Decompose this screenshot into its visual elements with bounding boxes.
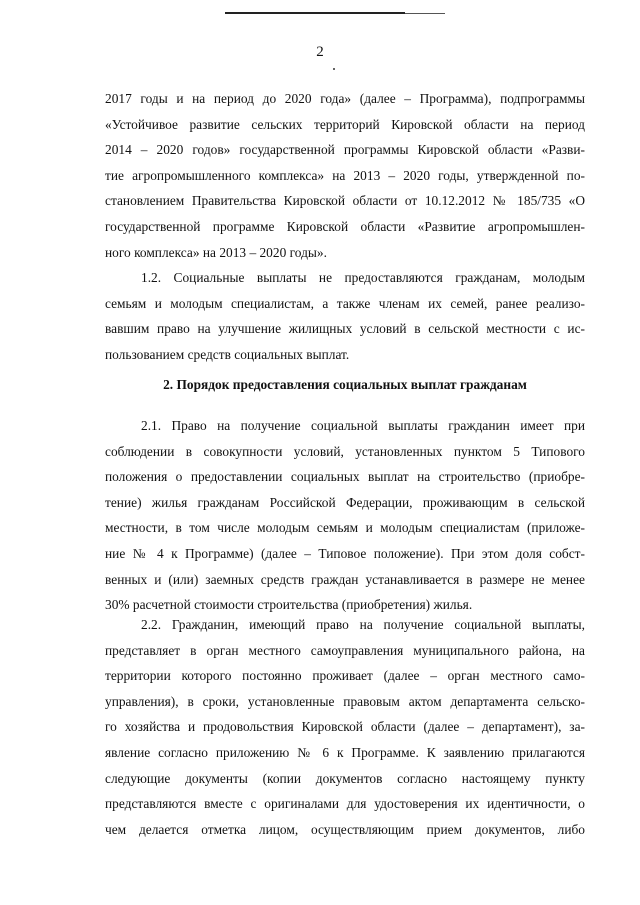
section-heading: 2. Порядок предоставления социальных выплат гражданам <box>163 377 527 392</box>
text-line: представляет в орган местного самоуправления муниципального района, на <box>105 642 585 658</box>
text-line: управления), в сроки, установленные правовым актом департамента сельско- <box>105 693 585 709</box>
text-line: чем делается отметка лицом, осуществляющим прием документов, либо <box>105 821 585 837</box>
text-line: семьям и молодым специалистам, а также членам их семей, ранее реализо- <box>105 295 585 311</box>
text-line: венных и (или) заемных средств граждан устанавливается в размере не менее <box>105 571 585 587</box>
text-line: го хозяйства и продовольствия Кировской области (далее – департамент), за- <box>105 719 585 735</box>
page-number: 2 <box>316 44 324 60</box>
paragraph-continuation <box>105 86 585 265</box>
text-line: 2014 – 2020 годов» государственной программы Кировской области «Разви- <box>105 142 585 158</box>
text-line: тение) жилья гражданам Российской Федерации, проживающим в сельской <box>105 494 585 510</box>
text-line: ного комплекса» на 2013 – 2020 годы». <box>105 244 327 260</box>
text-line: 30% расчетной стоимости строительства (приобретения) жилья. <box>105 597 473 613</box>
paragraph-2-1 <box>105 413 585 618</box>
paragraph-2-2 <box>105 612 585 842</box>
text-line: пользованием средств социальных выплат. <box>105 346 350 362</box>
text-line: становлением Правительства Кировской области от 10.12.2012 № 185/735 «О <box>105 193 585 209</box>
text-line: положения о предоставлении социальных выплат на строительство (приобре- <box>105 469 585 485</box>
text-line: соблюдении в совокупности условий, установленных пунктом 5 Типового <box>105 443 585 459</box>
header-rule <box>225 12 405 14</box>
text-line: местности, в том числе молодым семьям и молодым специалистам (приложе- <box>105 520 585 536</box>
text-line: государственной программе Кировской области «Развитие агропромышлен- <box>105 218 585 234</box>
scan-speck <box>333 68 335 70</box>
text-line: представляются вместе с оригиналами для удостоверения их идентичности, о <box>105 796 585 812</box>
text-line: 2.2. Гражданин, имеющий право на получение социальной выплаты, <box>141 617 585 632</box>
text-line: ние № 4 к Программе) (далее – Типовое положение). При этом доля собст- <box>105 545 585 561</box>
header-rule-thin <box>405 13 445 14</box>
text-line: следующие документы (копии документов согласно настоящему пункту <box>105 770 585 786</box>
text-line: «Устойчивое развитие сельских территорий Кировской области на период <box>105 116 585 132</box>
text-line: 1.2. Социальные выплаты не предоставляются гражданам, молодым <box>141 270 585 285</box>
paragraph-1-2 <box>105 265 585 367</box>
text-line: территории которого постоянно проживает (далее – орган местного само- <box>105 668 585 684</box>
text-line: вавшим право на улучшение жилищных условий в сельской местности с ис- <box>105 321 585 337</box>
text-line: явление согласно приложению № 6 к Программе. К заявлению прилагаются <box>105 744 585 760</box>
text-line: 2.1. Право на получение социальной выплаты гражданин имеет при <box>141 418 585 433</box>
text-line: 2017 годы и на период до 2020 года» (далее – Программа), подпрограммы <box>105 91 585 106</box>
text-line: тие агропромышленного комплекса» на 2013 – 2020 годы, утвержденной по- <box>105 167 585 183</box>
